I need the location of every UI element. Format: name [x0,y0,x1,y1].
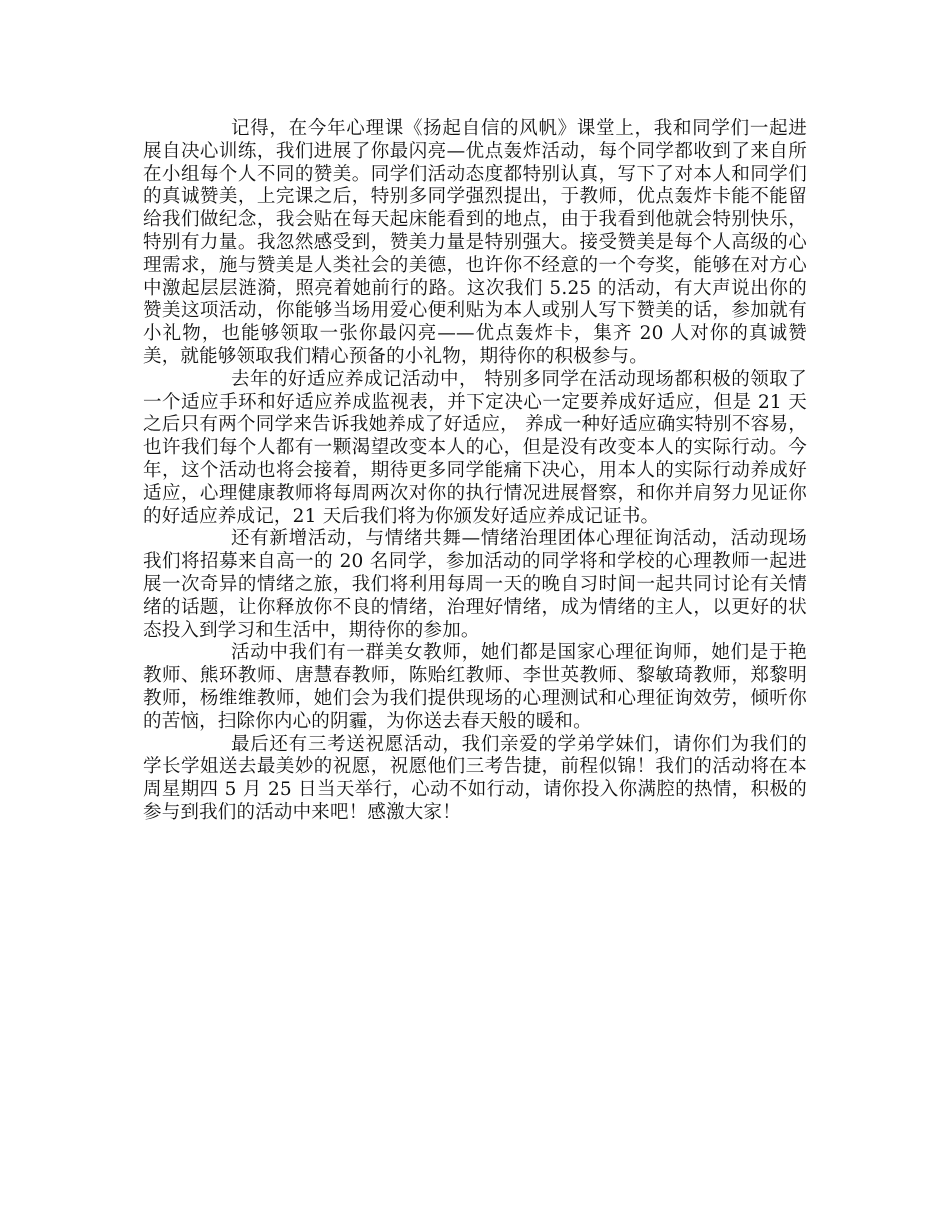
paragraph-emotion-activity: 还有新增活动，与情绪共舞—情绪治理团体心理征询活动，活动现场我们将招募来自高一的 20 名同学，参加活动的同学将和学校的心理教师一起进展一次奇异的情绪之旅，我们将利用每周一天的晚自习时间一起共同讨论有关情绪的话题，让你释放你不良的情绪，治理好情绪，成为情绪的主人，以更好的状态投入到学习和生活中，期待你的参加。 [143,528,807,641]
paragraph-closing: 最后还有三考送祝愿活动，我们亲爱的学弟学妹们，请你们为我们的学长学姐送去最美妙的祝愿，祝愿他们三考告捷，前程似锦！我们的活动将在本周星期四 5 月 25 日当天举行，心动不如行动，请你投入你满腔的热情，积极的参与到我们的活动中来吧！感激大家！ [143,733,807,823]
paragraph-habit-activity: 去年的好适应养成记活动中， 特别多同学在活动现场都积极的领取了一个适应手环和好适应养成监视表，并下定决心一定要养成好适应，但是 21 天之后只有两个同学来告诉我她养成了好适应， 养成一种好适应确实特别不容易，也许我们每个人都有一颗渴望改变本人的心，但是没有改变本人的实际行动。今年，这个活动也将会接着，期待更多同学能痛下决心，用本人的实际行动养成好适应，心理健康教师将每周两次对你的执行情况进展督察，和你并肩努力见证你的好适应养成记，21 天后我们将为你颁发好适应养成记证书。 [143,368,807,527]
paragraph-teachers: 活动中我们有一群美女教师，她们都是国家心理征询师，她们是于艳教师、熊环教师、唐慧春教师，陈贻红教师、李世英教师、黎敏琦教师，郑黎明教师，杨维维教师，她们会为我们提供现场的心理测试和心理征询效劳，倾听你的苦恼，扫除你内心的阴霾，为你送去春天般的暖和。 [143,642,807,732]
paragraph-praise-activity: 记得，在今年心理课《扬起自信的风帆》课堂上，我和同学们一起进展自决心训练，我们进展了你最闪亮—优点轰炸活动，每个同学都收到了来自所在小组每个人不同的赞美。同学们活动态度都特别认真，写下了对本人和同学们的真诚赞美，上完课之后，特别多同学强烈提出，于教师，优点轰炸卡能不能留给我们做纪念，我会贴在每天起床能看到的地点，由于我看到他就会特别快乐，特别有力量。我忽然感受到，赞美力量是特别强大。接受赞美是每个人高级的心理需求，施与赞美是人类社会的美德，也许你不经意的一个夸奖，能够在对方心中激起层层涟漪，照亮着她前行的路。这次我们 5.25 的活动，有大声说出你的赞美这项活动，你能够当场用爱心便利贴为本人或别人写下赞美的话，参加就有小礼物，也能够领取一张你最闪亮——优点轰炸卡，集齐 20 人对你的真诚赞美，就能够领取我们精心预备的小礼物，期待你的积极参与。 [143,118,807,367]
document-body [143,118,807,825]
